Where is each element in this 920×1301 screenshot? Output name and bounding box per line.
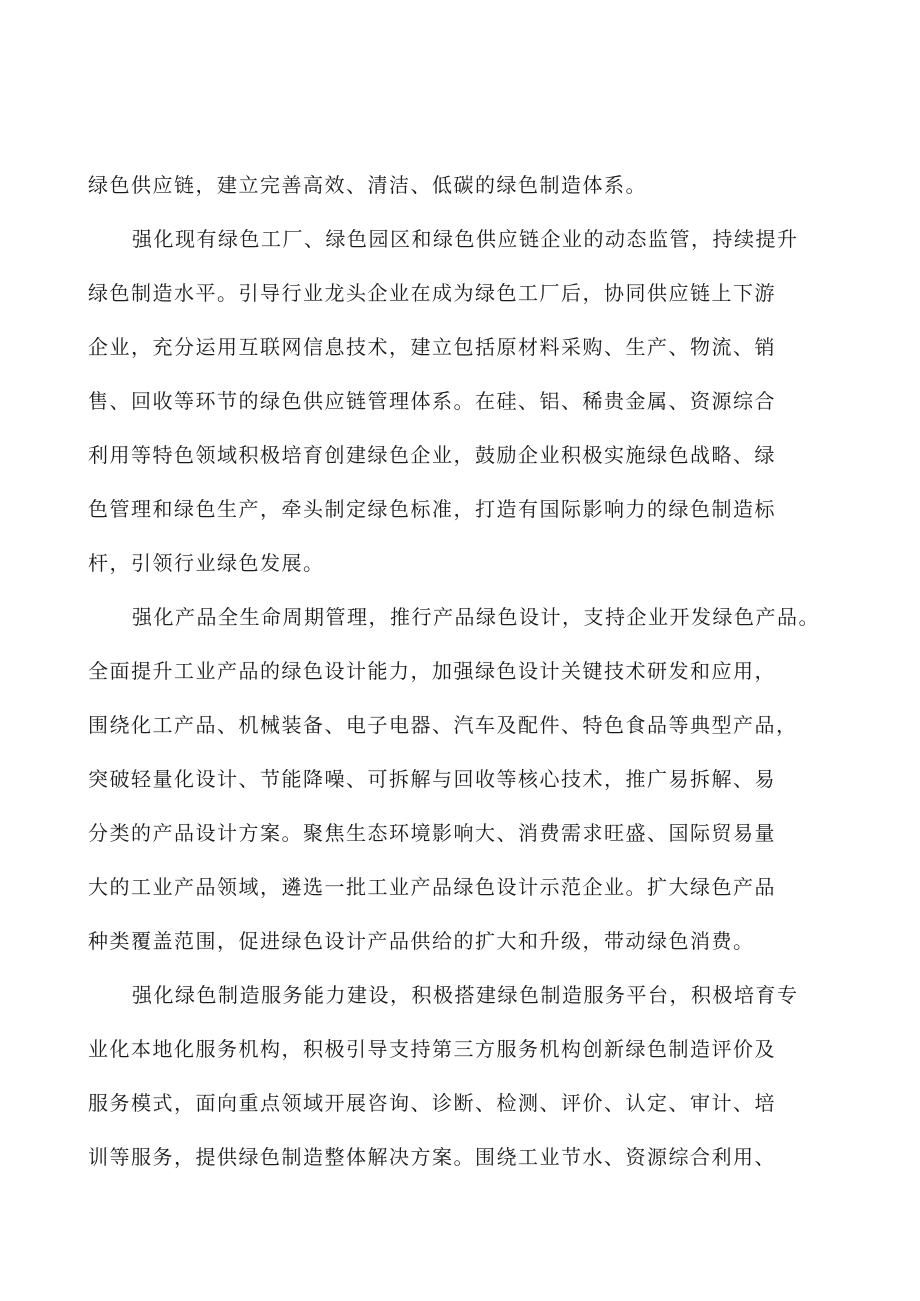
body-text xyxy=(88,158,844,1184)
text-line: 业化本地化服务机构，积极引导支持第三方服务机构创新绿色制造评价及 xyxy=(88,1037,776,1061)
text-line: 绿色供应链，建立完善高效、清洁、低碳的绿色制造体系。 xyxy=(88,173,647,197)
text-line: 种类覆盖范围，促进绿色设计产品供给的扩大和升级，带动绿色消费。 xyxy=(88,929,755,953)
text-line: 强化产品全生命周期管理，推行产品绿色设计，支持企业开发绿色产品。 xyxy=(132,605,820,629)
text-line: 强化绿色制造服务能力建设，积极搭建绿色制造服务平台，积极培育专 xyxy=(132,983,799,1007)
text-line: 服务模式，面向重点领域开展咨询、诊断、检测、评价、认定、审计、培 xyxy=(88,1091,776,1115)
text-line: 售、回收等环节的绿色供应链管理体系。在硅、铝、稀贵金属、资源综合 xyxy=(88,389,776,413)
text-line: 强化现有绿色工厂、绿色园区和绿色供应链企业的动态监管，持续提升 xyxy=(132,227,799,251)
text-line: 围绕化工产品、机械装备、电子电器、汽车及配件、特色食品等典型产品， xyxy=(88,713,798,737)
text-line: 绿色制造水平。引导行业龙头企业在成为绿色工厂后，协同供应链上下游 xyxy=(88,281,776,305)
text-line: 企业，充分运用互联网信息技术，建立包括原材料采购、生产、物流、销 xyxy=(88,335,776,359)
text-line: 色管理和绿色生产，牵头制定绿色标准，打造有国际影响力的绿色制造标 xyxy=(88,497,776,521)
text-line: 大的工业产品领域，遴选一批工业产品绿色设计示范企业。扩大绿色产品 xyxy=(88,875,776,899)
text-line: 杆，引领行业绿色发展。 xyxy=(88,551,325,575)
text-line: 分类的产品设计方案。聚焦生态环境影响大、消费需求旺盛、国际贸易量 xyxy=(88,821,776,845)
text-line: 利用等特色领域积极培育创建绿色企业，鼓励企业积极实施绿色战略、绿 xyxy=(88,443,776,467)
text-line: 训等服务，提供绿色制造整体解决方案。围绕工业节水、资源综合利用、 xyxy=(88,1145,776,1169)
text-line: 全面提升工业产品的绿色设计能力，加强绿色设计关键技术研发和应用， xyxy=(88,659,776,683)
text-line: 突破轻量化设计、节能降噪、可拆解与回收等核心技术，推广易拆解、易 xyxy=(88,767,776,791)
